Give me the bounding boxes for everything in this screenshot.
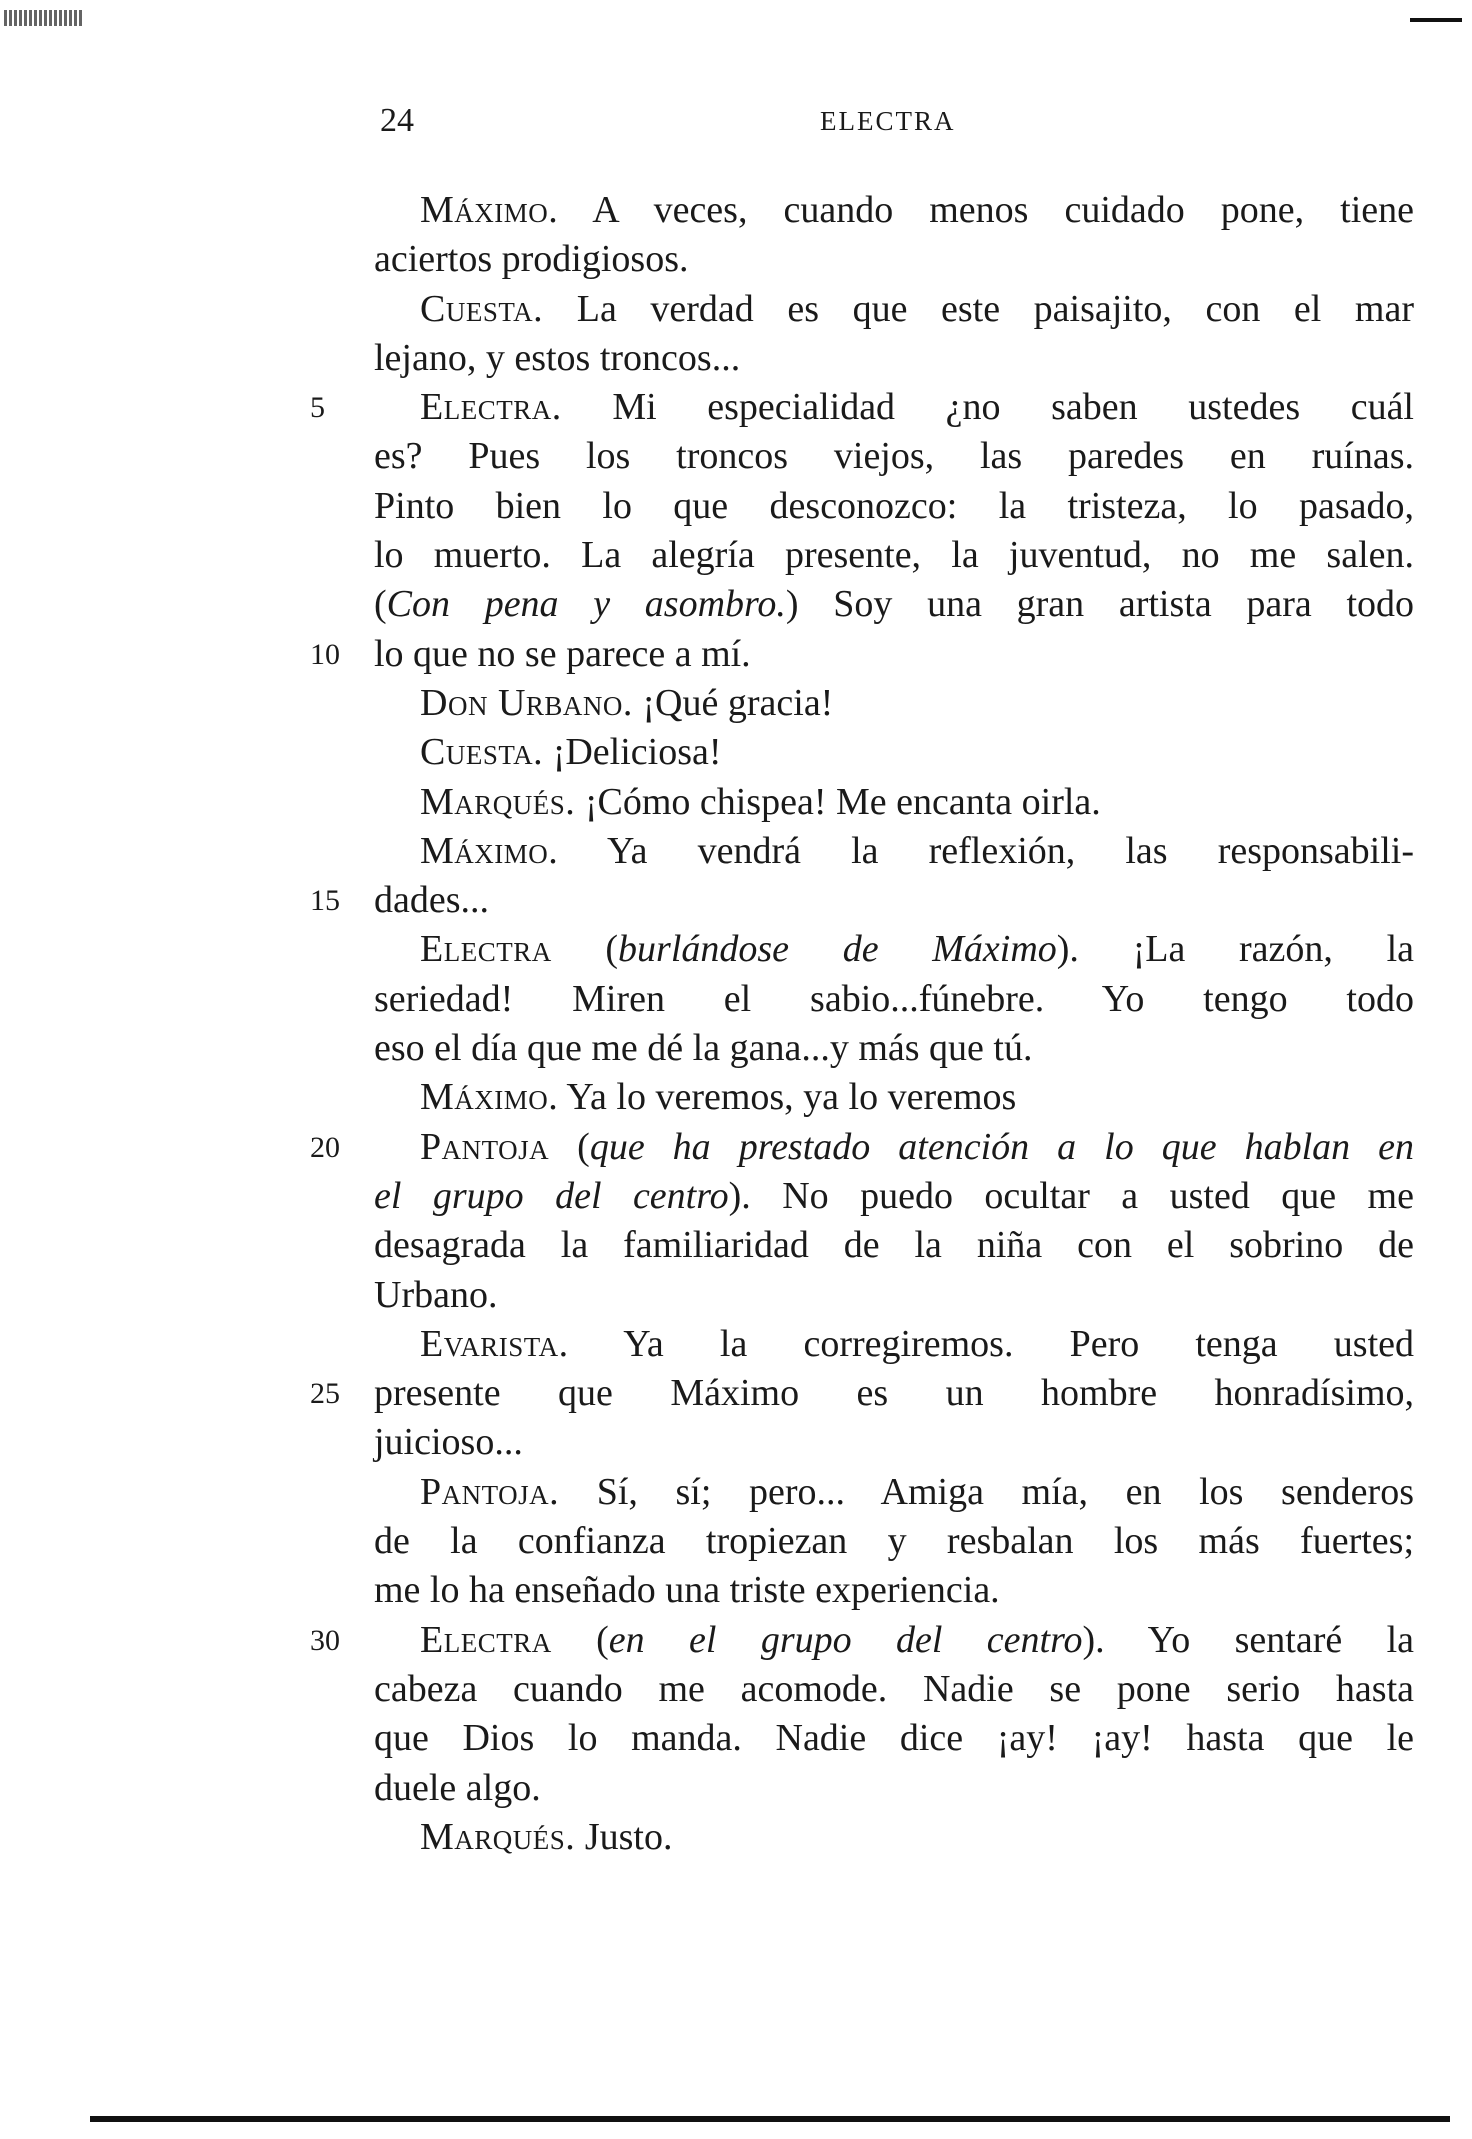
dialogue-text: ¡Deliciosa! — [543, 731, 722, 774]
dialogue-text: ( — [551, 928, 619, 971]
dialogue-text: desagrada la familiaridad de la niña con el sobrino de — [374, 1224, 1414, 1267]
text-line — [374, 1764, 1414, 1813]
top-edge-rule — [1410, 18, 1462, 22]
text-line — [374, 827, 1414, 876]
library-stamp-mark — [4, 10, 84, 26]
dialogue-text: lo muerto. La alegría presente, la juventud, no me salen. — [374, 534, 1414, 577]
dialogue-text: ( — [374, 583, 387, 626]
speaker-name: Pantoja. — [420, 1470, 560, 1513]
text-line — [374, 778, 1414, 827]
dialogue-text: Ya lo veremos, ya lo veremos — [558, 1076, 1017, 1119]
text-line — [310, 1123, 1415, 1172]
stage-direction: en el grupo del centro — [608, 1618, 1083, 1661]
speaker-name: Cuesta. — [420, 731, 544, 774]
text-line — [374, 679, 1414, 728]
dialogue-text: Urbano. — [374, 1273, 498, 1316]
line-number: 15 — [310, 884, 340, 918]
text-line — [374, 482, 1414, 531]
text-line — [310, 630, 1414, 679]
text-line — [374, 728, 1414, 777]
text-line — [374, 925, 1414, 974]
dialogue-text: duele algo. — [374, 1766, 541, 1809]
dialogue-text: eso el día que me dé la gana...y más que tú. — [374, 1027, 1033, 1070]
dialogue-text: que Dios lo manda. Nadie dice ¡ay! ¡ay! hasta que le — [374, 1717, 1414, 1760]
dialogue-text: lejano, y estos troncos... — [374, 336, 741, 379]
text-line — [374, 1714, 1414, 1763]
speaker-name: Evarista. — [420, 1322, 569, 1365]
dialogue-text: Ya vendrá la reflexión, las responsabili- — [558, 829, 1414, 872]
text-line — [310, 383, 1414, 432]
speaker-name: Marqués. — [420, 780, 576, 823]
text-line — [374, 334, 1414, 383]
text-line — [374, 1271, 1414, 1320]
text-line — [374, 285, 1414, 334]
text-line — [374, 1665, 1414, 1714]
dialogue-text: es? Pues los troncos viejos, las paredes en ruínas. — [374, 435, 1414, 478]
running-title: ELECTRA — [820, 106, 956, 136]
stage-direction: Con pena y asombro. — [386, 583, 786, 626]
dialogue-text: ( — [551, 1618, 609, 1661]
line-number: 25 — [310, 1377, 340, 1411]
dialogue-text: Sí, sí; pero... Amiga mía, en los senderos — [559, 1470, 1414, 1513]
text-line — [374, 580, 1414, 629]
text-line — [374, 1468, 1414, 1517]
dialogue-text: Pinto bien lo que desconozco: la tristeza, lo pasado, — [374, 484, 1414, 527]
dialogue-text: ¡Qué gracia! — [632, 681, 834, 724]
speaker-name: Electra — [420, 1618, 552, 1661]
text-line — [374, 186, 1414, 235]
dialogue-text: aciertos prodigiosos. — [374, 238, 689, 281]
dialogue-text: me lo ha enseñado una triste experiencia. — [374, 1569, 1000, 1612]
line-number: 20 — [310, 1130, 340, 1164]
speaker-name: Electra — [420, 928, 552, 971]
running-header — [380, 102, 1420, 146]
dialogue-text: La verdad es que este paisajito, con el mar — [543, 287, 1414, 330]
dialogue-text: cabeza cuando me acomode. Nadie se pone serio hasta — [374, 1667, 1414, 1710]
speaker-name: Marqués. — [420, 1815, 576, 1858]
text-line — [310, 876, 1414, 925]
text-line — [374, 1517, 1414, 1566]
text-line — [374, 1024, 1414, 1073]
line-number: 10 — [310, 637, 340, 671]
dialogue-text: ¡Cómo chispea! Me encanta oirla. — [575, 780, 1101, 823]
line-number: 5 — [310, 391, 325, 425]
dialogue-text: ). No puedo ocultar a usted que me — [728, 1174, 1414, 1217]
text-line — [374, 432, 1414, 481]
stage-direction: burlándose de Máximo — [618, 928, 1057, 971]
dialogue-text: Ya la corregiremos. Pero tenga usted — [568, 1322, 1414, 1365]
text-line — [374, 1320, 1414, 1369]
speaker-name: Máximo. — [420, 189, 559, 231]
dialogue-text: Mi especialidad ¿no saben ustedes cuál — [561, 386, 1414, 429]
page-number: 24 — [380, 102, 414, 139]
dialogue-text: dades... — [374, 879, 490, 922]
text-line — [374, 1221, 1414, 1270]
speaker-name: Cuesta. — [420, 287, 544, 330]
text-line — [310, 1616, 1415, 1665]
bottom-edge-rule — [90, 2116, 1450, 2122]
text-line — [374, 1418, 1414, 1467]
text-line — [374, 1073, 1414, 1122]
text-line — [374, 1566, 1414, 1615]
dialogue-text: Justo. — [575, 1815, 673, 1858]
text-line — [310, 1369, 1414, 1418]
stage-direction: que ha prestado atención a lo que hablan en — [589, 1125, 1415, 1168]
dialogue-text: ) Soy una gran artista para todo — [785, 583, 1414, 626]
speaker-name: Máximo. — [420, 1076, 559, 1119]
speaker-name: Electra. — [420, 386, 562, 429]
text-line — [374, 531, 1414, 580]
stage-direction: el grupo del centro — [374, 1174, 729, 1217]
play-text — [310, 186, 1415, 1862]
speaker-name: Don Urbano. — [420, 681, 633, 724]
dialogue-text: ). Yo sentaré la — [1082, 1618, 1415, 1661]
dialogue-text: lo que no se parece a mí. — [374, 632, 751, 675]
dialogue-text: juicioso... — [374, 1421, 523, 1464]
dialogue-text: ( — [549, 1125, 590, 1168]
text-line — [374, 235, 1414, 284]
text-line — [374, 1813, 1414, 1862]
dialogue-text: presente que Máximo es un hombre honradísimo, — [374, 1372, 1414, 1415]
line-number: 30 — [310, 1623, 340, 1657]
speaker-name: Máximo. — [420, 829, 559, 872]
dialogue-text: A veces, cuando menos cuidado pone, tiene — [558, 189, 1414, 231]
speaker-name: Pantoja — [420, 1125, 550, 1168]
dialogue-text: de la confianza tropiezan y resbalan los más fuertes; — [374, 1520, 1414, 1563]
text-line — [374, 975, 1414, 1024]
dialogue-text: seriedad! Miren el sabio...fúnebre. Yo tengo todo — [374, 977, 1414, 1020]
dialogue-text: ). ¡La razón, la — [1056, 928, 1414, 971]
text-line — [374, 1172, 1414, 1221]
